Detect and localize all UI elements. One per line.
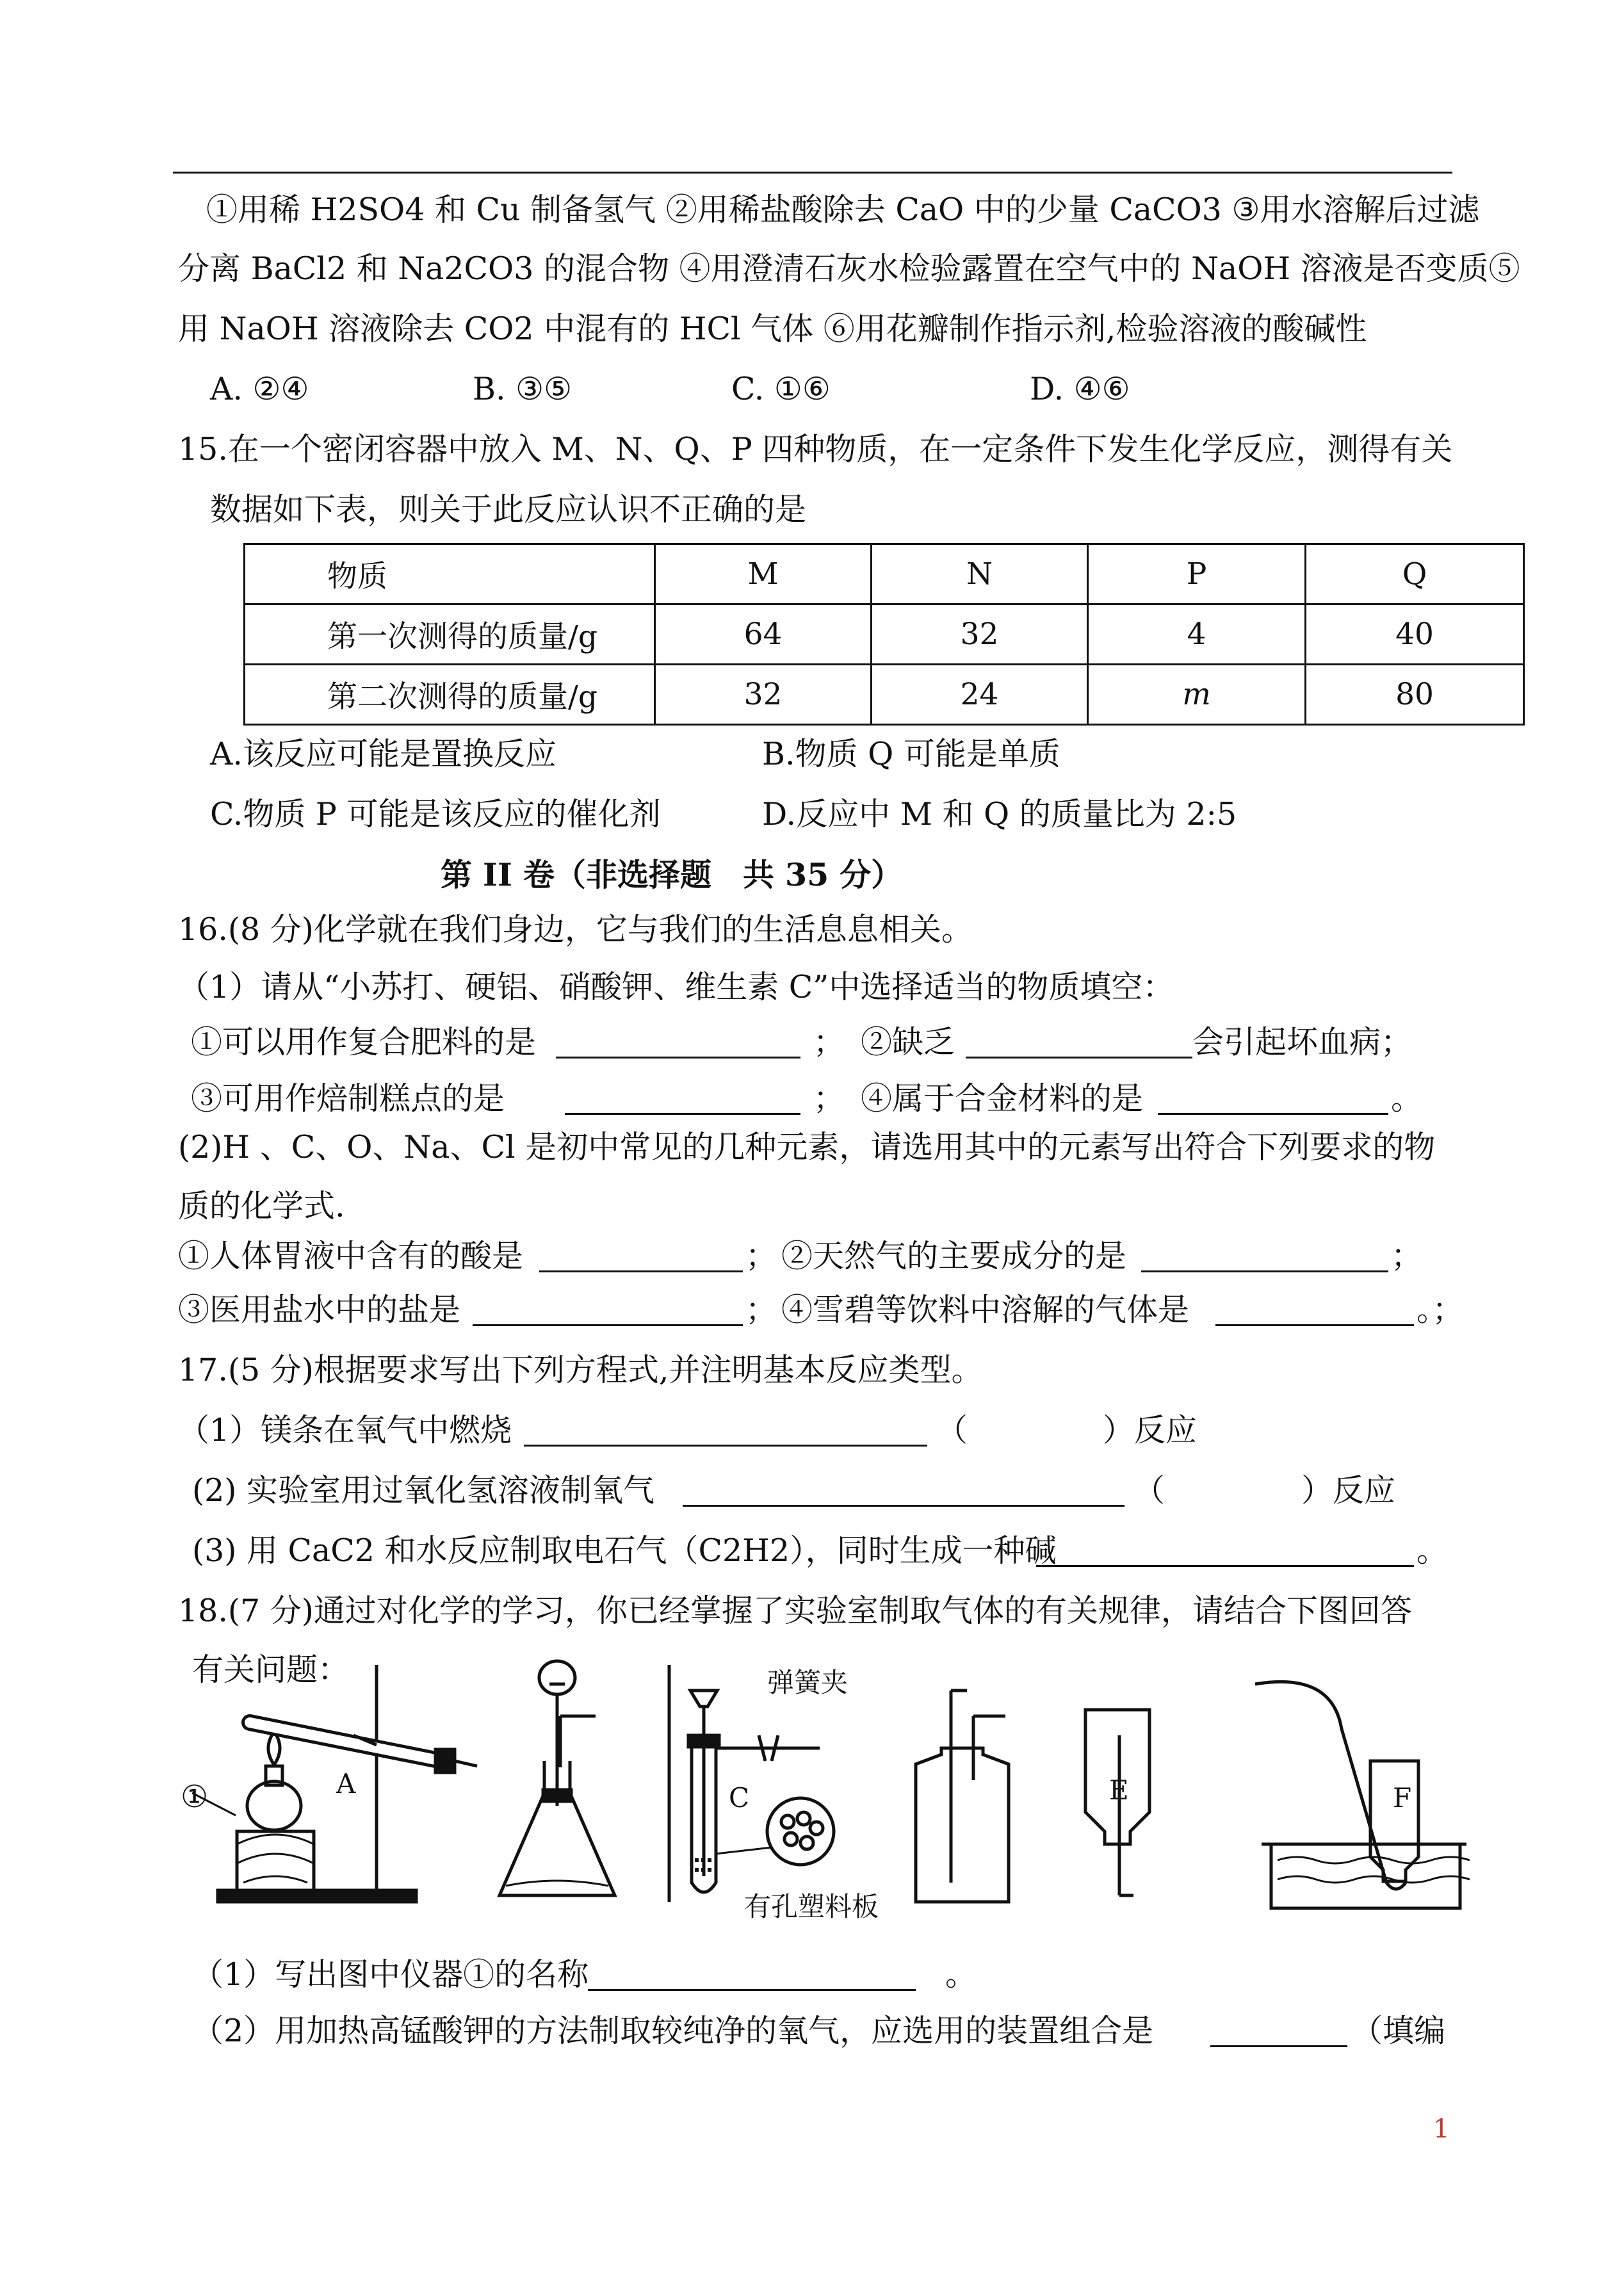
table-cell: 物质 [245,544,655,604]
q16-p2-d-label: ④雪碧等饮料中溶解的气体是 [781,1292,1190,1328]
table-cell: P [1088,544,1306,604]
q16-part1-intro: （1）请从“小苏打、硬铝、硝酸钾、维生素 C”中选择适当的物质填空： [178,969,1174,1005]
q16-p1-c-blank[interactable] [565,1083,800,1115]
q15-stem-line-1: 15.在一个密闭容器中放入 M、N、Q、P 四种物质，在一定条件下发生化学反应，测得有关 [178,431,1453,467]
q17-line-3-end: 。 [1417,1532,1449,1569]
q17-line-2-paren-open: （ [1133,1472,1165,1509]
table-cell: 32 [872,604,1088,665]
table-header-row [245,544,1524,604]
q16-p2-b-label: ②天然气的主要成分的是 [781,1238,1127,1274]
table-cell: m [1088,665,1306,725]
q16-p2-sep-3: ； [745,1292,777,1328]
q15-stem-line-2: 数据如下表，则关于此反应认识不正确的是 [210,491,807,528]
table-cell: 24 [872,665,1088,725]
q18-line-2-label: （2）用加热高锰酸钾的方法制取较纯净的氧气，应选用的装置组合是 [192,2013,1154,2049]
q15-data-table [243,543,1525,726]
table-row [245,604,1524,665]
q16-part2-line-2: 质的化学式. [178,1188,345,1224]
q16-p1-b-tail: 会引起坏血病； [1192,1024,1413,1060]
page-number: 1 [1433,2114,1450,2144]
q18-line-1-blank[interactable] [588,1959,916,1991]
figure-label-c: C [729,1782,750,1813]
q16-p2-b-blank[interactable] [1141,1241,1388,1272]
apparatus-d [916,1691,1009,1902]
q17-line-2-blank[interactable] [683,1475,1125,1507]
table-cell: 64 [655,604,872,665]
q15-option-b[interactable]: B.物质 Q 可能是单质 [762,736,1060,772]
q14-option-b[interactable]: B. ③⑤ [473,371,572,407]
q17-line-1-paren-close: ）反应 [1103,1412,1198,1448]
q16-p1-d-blank[interactable] [1158,1083,1388,1115]
q14-option-a[interactable]: A. ②④ [210,371,309,407]
q18-line-2-end: （填编 [1351,2013,1446,2049]
q15-option-c[interactable]: C.物质 P 可能是该反应的催化剂 [210,796,661,832]
figure-label-f: F [1393,1782,1412,1813]
q16-p1-a-label: ①可以用作复合肥料的是 [191,1024,537,1060]
q16-p1-a-blank[interactable] [556,1027,800,1058]
q17-line-1-paren-open: （ [936,1412,968,1448]
apparatus-b [499,1661,615,1895]
q14-option-c[interactable]: C. ①⑥ [731,371,831,407]
table-cell: 40 [1306,604,1524,665]
q17-line-3-blank[interactable] [1036,1536,1414,1567]
q16-part2-line-1: (2)H 、C、O、Na、Cl 是初中常见的几种元素，请选用其中的元素写出符合下列要求的物 [178,1129,1436,1165]
q16-p1-c-label: ③可用作焙制糕点的是 [191,1080,505,1117]
q18-stem-line-1: 18.(7 分)通过对化学的学习，你已经掌握了实验室制取气体的有关规律，请结合下图回答 [178,1593,1412,1629]
q16-p2-d-blank[interactable] [1215,1295,1414,1326]
q18-line-2-blank[interactable] [1210,2016,1347,2047]
top-rule [173,172,1452,174]
q16-p2-a-blank[interactable] [539,1241,743,1272]
q17-line-2-label: (2) 实验室用过氧化氢溶液制氧气 [192,1472,654,1509]
table-cell: Q [1306,544,1524,604]
q17-line-3-label: (3) 用 CaC2 和水反应制取电石气（C2H2），同时生成一种碱 [192,1532,1057,1569]
apparatus-figure [173,1639,1473,1934]
q16-stem: 16.(8 分)化学就在我们身边，它与我们的生活息息相关。 [178,911,973,948]
table-cell: N [872,544,1088,604]
q16-p1-sep-2: ； [813,1080,845,1117]
q18-line-1-end: 。 [945,1956,977,1993]
q17-line-1-blank[interactable] [524,1415,927,1447]
q16-p1-end: 。 [1391,1080,1423,1117]
q14-items-line-1: ①用稀 H2SO4 和 Cu 制备氢气 ②用稀盐酸除去 CaO 中的少量 CaCO3 ③用水溶解后过滤 [206,191,1480,228]
table-cell: 第二次测得的质量/g [245,665,655,725]
q14-option-d[interactable]: D. ④⑥ [1030,371,1130,407]
q14-items-line-2: 分离 BaCl2 和 Na2CO3 的混合物 ④用澄清石灰水检验露置在空气中的 NaOH 溶液是否变质⑤ [178,250,1520,287]
q17-line-2-paren-close: ）反应 [1301,1472,1396,1509]
q15-option-a[interactable]: A.该反应可能是置换反应 [210,736,556,772]
q16-p2-end: 。； [1417,1292,1464,1328]
apparatus-f [1255,1682,1470,1908]
table-cell: 4 [1088,604,1306,665]
q16-p2-sep-2: ； [1391,1238,1423,1274]
figure-label-a: A [336,1768,356,1799]
table-cell: 80 [1306,665,1524,725]
section-2-title: 第 II 卷（非选择题 共 35 分） [441,856,903,893]
figure-label-circle-one: ① [181,1779,209,1815]
table-cell: 32 [655,665,872,725]
q17-stem: 17.(5 分)根据要求写出下列方程式,并注明基本反应类型。 [178,1352,983,1388]
q15-option-d[interactable]: D.反应中 M 和 Q 的质量比为 2:5 [762,796,1237,832]
table-row [245,665,1524,725]
q16-p2-a-label: ①人体胃液中含有的酸是 [178,1238,524,1274]
figure-label-plate: 有孔塑料板 [744,1891,879,1922]
q18-stem-line-2: 有关问题： [192,1651,350,1688]
q16-p2-c-blank[interactable] [473,1295,743,1326]
q16-p1-sep-1: ； [813,1024,845,1060]
apparatus-a [192,1665,477,1902]
q16-p1-b-label: ②缺乏 [861,1024,955,1060]
q16-p2-c-label: ③医用盐水中的盐是 [178,1292,461,1328]
q18-line-1-label: （1）写出图中仪器①的名称 [192,1956,589,1993]
table-cell: 第一次测得的质量/g [245,604,655,665]
q16-p1-b-blank[interactable] [966,1027,1192,1058]
q16-p2-sep-1: ； [745,1238,777,1274]
q14-items-line-3: 用 NaOH 溶液除去 CO2 中混有的 HCl 气体 ⑥用花瓣制作指示剂,检验溶液的酸碱性 [178,311,1367,347]
figure-label-spring-clip: 弹簧夹 [767,1667,849,1698]
q17-line-1-label: （1）镁条在氧气中燃烧 [178,1412,512,1448]
figure-label-e: E [1109,1774,1129,1806]
apparatus-c [669,1665,834,1902]
q16-p1-d-label: ④属于合金材料的是 [861,1080,1144,1117]
table-cell: M [655,544,872,604]
